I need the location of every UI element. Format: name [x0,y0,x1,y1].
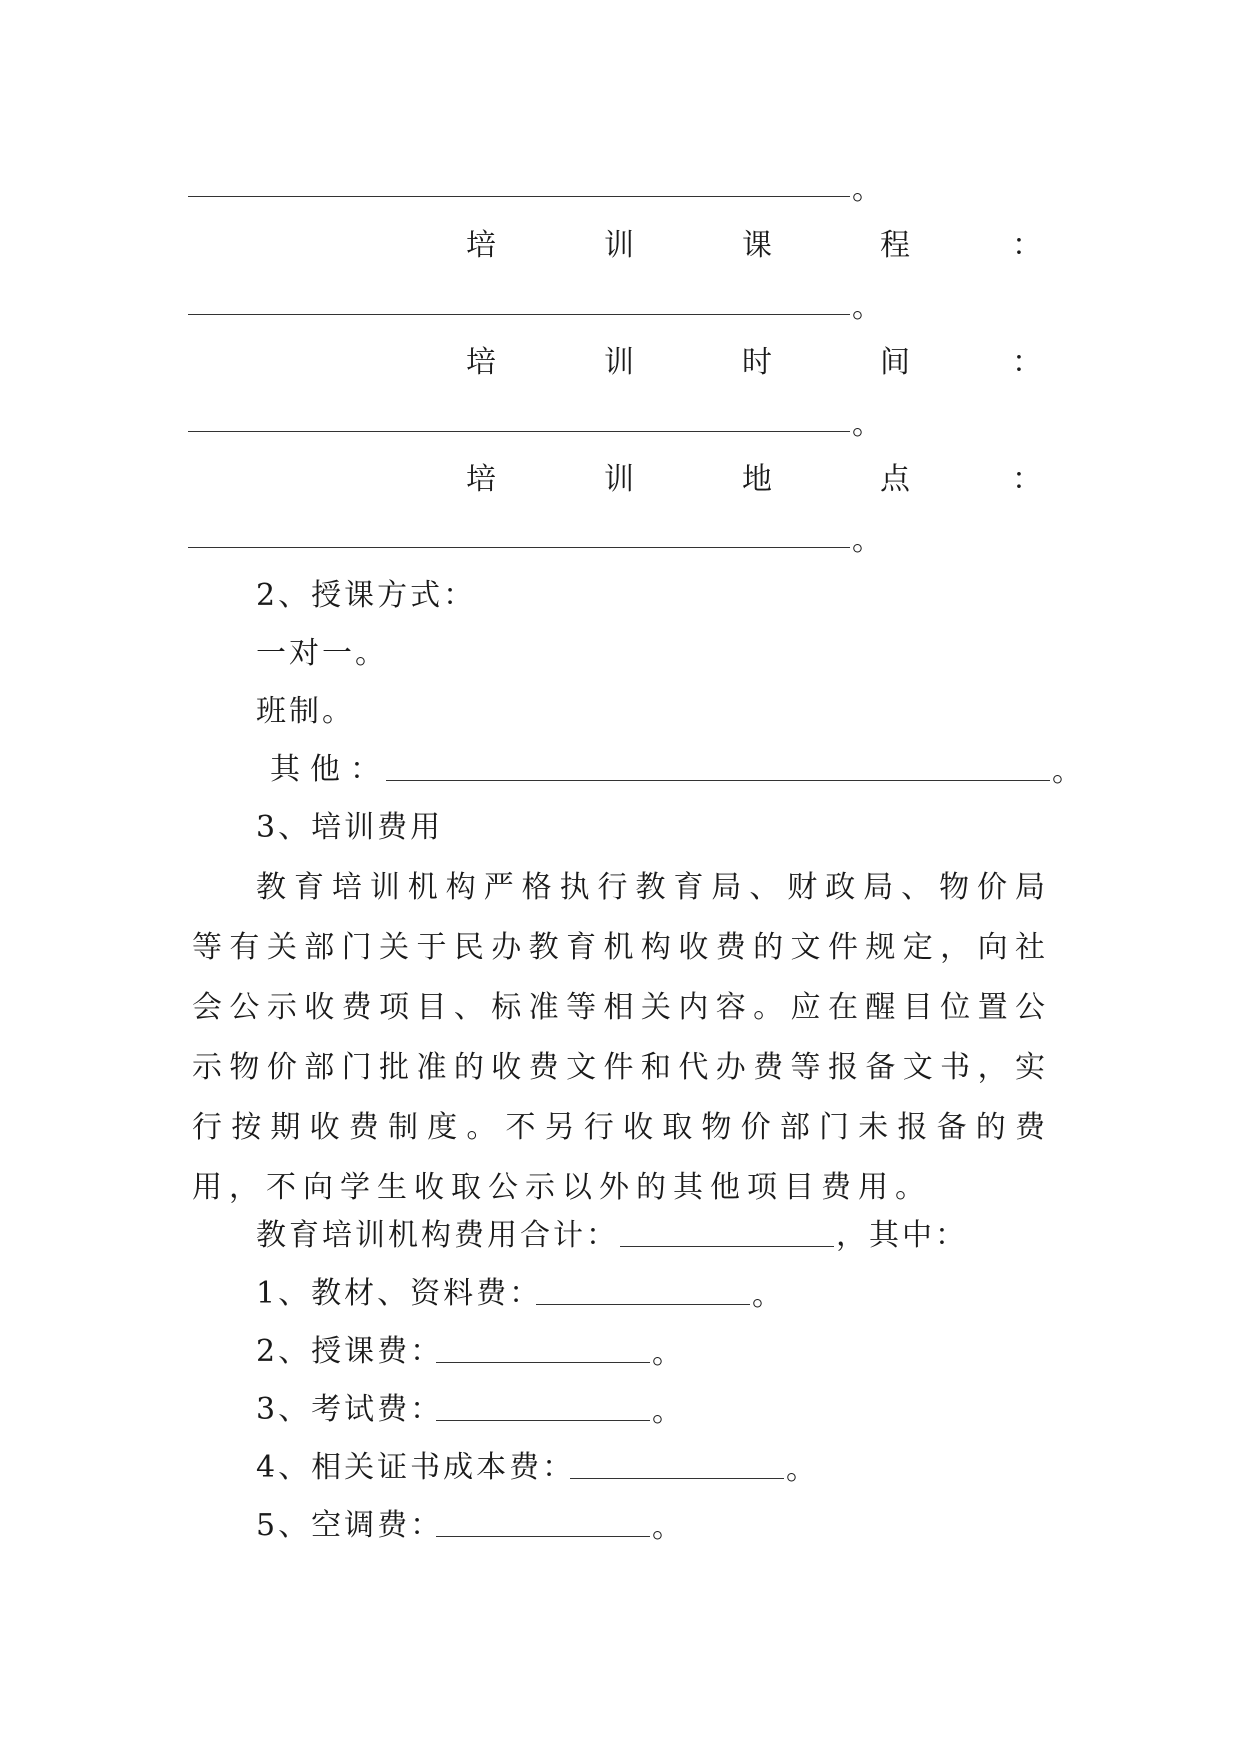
fee-item-aircon-field[interactable] [436,1536,650,1537]
label-course-char: 课 [742,228,772,263]
fee-item-certificate-label: 4、相关证书成本费： [256,1450,576,1485]
fee-policy-paragraph: 教育培训机构严格执行教育局、财政局、物价局等有关部门关于民办教育机构收费的文件规定，向社会公示收费项目、标准等相关内容。应在醒目位置公示物价部门批准的收费文件和代办费等报备文书，实行按期收费制度。不另行收取物价部门未报备的费用，不向学生收取公示以外的其他项目费用。 [192,870,1052,1205]
fee-item-materials-label: 1、教材、资料费： [256,1276,543,1311]
label-place-char: 培 [466,462,496,497]
label-time-char: 训 [604,345,634,380]
fee-item-tuition-field[interactable] [436,1362,650,1363]
label-time-char: 间 [880,345,910,380]
fee-item-period: 。 [652,1510,682,1545]
row-period: 。 [852,523,882,558]
label-course-char: 程 [880,228,910,263]
total-fee-field[interactable] [620,1246,834,1247]
label-place-colon: ： [1012,462,1042,497]
label-course-char: 训 [604,228,634,263]
label-time-colon: ： [1012,345,1042,380]
fee-item-exam-field[interactable] [436,1420,650,1421]
other-period: 。 [1052,754,1082,789]
row-period: 。 [852,172,882,207]
label-time-char: 培 [466,345,496,380]
label-place-char: 训 [604,462,634,497]
label-place-char: 地 [742,462,772,497]
option-other-label: 其他： [270,752,390,787]
blank-line-1[interactable] [188,196,850,197]
time-field[interactable] [188,431,850,432]
fee-item-aircon-label: 5、空调费： [256,1508,444,1543]
fee-item-period: 。 [752,1278,782,1313]
label-course-char: 培 [466,228,496,263]
section2-heading: 2、授课方式： [256,578,477,613]
fee-item-period: 。 [652,1394,682,1429]
other-field[interactable] [386,780,1050,781]
option-class: 班制。 [256,694,355,729]
label-time-char: 时 [742,345,772,380]
row-period: 。 [852,407,882,442]
total-fee-label: 教育培训机构费用合计： [256,1218,619,1253]
section3-heading: 3、培训费用 [256,810,444,845]
fee-item-tuition-label: 2、授课费： [256,1334,444,1369]
fee-item-materials-field[interactable] [536,1304,750,1305]
row-period: 。 [852,290,882,325]
place-field[interactable] [188,547,850,548]
course-field[interactable] [188,314,850,315]
label-place-char: 点 [880,462,910,497]
total-fee-suffix: ，其中： [836,1218,968,1253]
fee-item-period: 。 [652,1336,682,1371]
fee-item-certificate-field[interactable] [570,1478,784,1479]
label-course-colon: ： [1012,228,1042,263]
fee-item-period: 。 [786,1452,816,1487]
fee-item-exam-label: 3、考试费： [256,1392,444,1427]
option-one-on-one: 一对一。 [256,636,388,671]
